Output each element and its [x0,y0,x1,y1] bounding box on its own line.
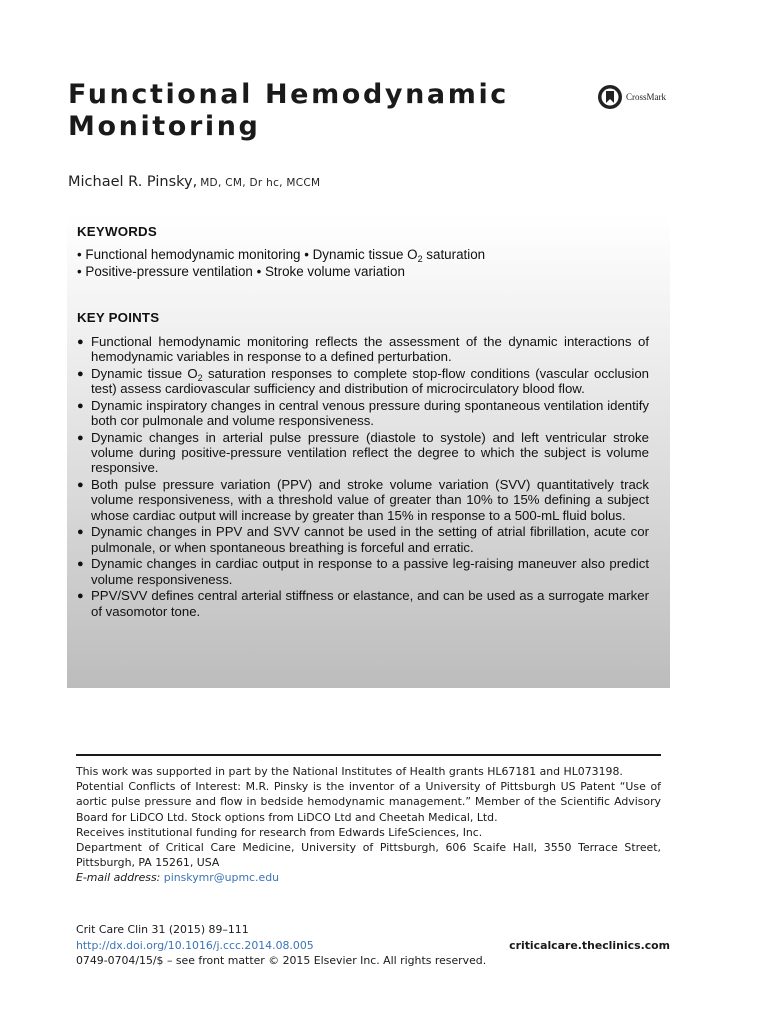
article-title-line2: Monitoring [68,111,261,142]
email-link[interactable]: pinskymr@upmc.edu [163,871,280,885]
bullet-icon: ● [77,558,84,571]
funding-note: This work was supported in part by the National Institutes of Health grants HL67181 and HL073198. [76,765,623,778]
key-point-item [77,477,649,523]
department-note: Department of Critical Care Medicine, University of Pittsburgh, 606 Scaife Hall, 3550 Terrace Street, Pittsburgh, PA 15261, USA [76,841,661,870]
key-points-list [77,334,649,620]
key-point-text: Both pulse pressure variation (PPV) and stroke volume variation (SVV) quantitatively track volume responsiveness, with a threshold value of greater than 10% to 15% defining a subject whose cardiac output will increase by greater than 15% in response to a 500-mL fluid bolus. [91,477,649,523]
bullet-icon: ● [77,400,84,412]
keywords-line-1 [77,247,485,264]
journal-line: Crit Care Clin 31 (2015) 89–111 [76,923,249,936]
key-point-item [77,366,649,396]
journal-site[interactable]: criticalcare.theclinics.com [509,938,670,952]
article-title-line1: Functional Hemodynamic [68,79,509,110]
bullet-icon: ● [77,368,84,380]
key-point-item [77,430,649,476]
author-degrees: MD, CM, Dr hc, MCCM [200,177,321,189]
bullet-icon: ● [77,432,84,444]
keywords-keypoints-box [67,214,670,688]
doi-link[interactable]: http://dx.doi.org/10.1016/j.ccc.2014.08.005 [76,938,314,952]
key-point-subscript: 2 [197,373,203,383]
citation-block [76,922,670,969]
copyright-line: 0749-0704/15/$ – see front matter © 2015 Elsevier Inc. All rights reserved. [76,954,487,968]
institutional-note: Receives institutional funding for research from Edwards LifeSciences, Inc. [76,825,483,839]
key-points-heading: KEY POINTS [77,310,160,325]
key-point-text: Dynamic changes in cardiac output in response to a passive leg-raising maneuver also predict volume responsiveness. [91,556,649,587]
email-line [76,870,661,885]
keywords-text-b: saturation [422,247,486,262]
article-title [68,79,568,143]
key-point-item [77,524,649,554]
key-point-text: Dynamic tissue O [91,366,198,381]
author-name: Michael R. Pinsky, [68,174,198,190]
bullet-icon: ● [77,590,84,603]
key-point-text: Dynamic inspiratory changes in central venous pressure during spontaneous ventilation identify both cor pulmonale and volume responsiveness. [91,398,649,429]
footnotes [76,754,661,886]
email-label: E-mail address: [76,871,161,885]
key-point-text: Dynamic changes in PPV and SVV cannot be used in the setting of atrial fibrillation, acute cor pulmonale, or when spontaneous breathing is forceful and erratic. [91,524,649,555]
crossmark-badge[interactable] [597,84,677,110]
crossmark-icon [597,84,623,110]
bullet-icon: ● [77,479,84,492]
key-point-item [77,334,649,364]
conflicts-note: Potential Conflicts of Interest: M.R. Pinsky is the inventor of a University of Pittsburgh US Patent “Use of aortic pulse pressure and flow in bedside hemodynamic management.” Member of the Scientific Advisory Board for LiDCO Ltd. Stock options from LiDCO Ltd and Cheetah Medical, Ltd. [76,780,661,824]
key-point-text: PPV/SVV defines central arterial stiffness or elastance, and can be used as a surrogate marker of vasomotor tone. [91,588,649,619]
keywords-heading: KEYWORDS [77,224,157,239]
doi-row [76,938,670,954]
crossmark-label: CrossMark [626,92,666,102]
bullet-icon: ● [77,336,84,348]
key-point-item [77,588,649,618]
keywords-text-a: • Functional hemodynamic monitoring • Dynamic tissue O [77,247,418,262]
key-point-text: Dynamic changes in arterial pulse pressure (diastole to systole) and left ventricular stroke volume during positive-pressure ventilation reflect the degree to which the subject is volume responsive. [91,430,649,476]
bullet-icon: ● [77,526,84,539]
keywords-line-2: • Positive-pressure ventilation • Stroke volume variation [77,264,405,279]
author-line [68,174,320,190]
key-point-item [77,398,649,428]
key-point-text: Functional hemodynamic monitoring reflects the assessment of the dynamic interactions of hemodynamic variables in response to a defined perturbation. [91,334,649,365]
keywords-subscript: 2 [417,254,423,264]
key-point-text-cont: saturation responses to complete stop-flow conditions (vascular occlusion test) assess cardiovascular sufficiency and distribution of microcirculatory blood flow. [91,366,649,397]
key-point-item [77,556,649,586]
